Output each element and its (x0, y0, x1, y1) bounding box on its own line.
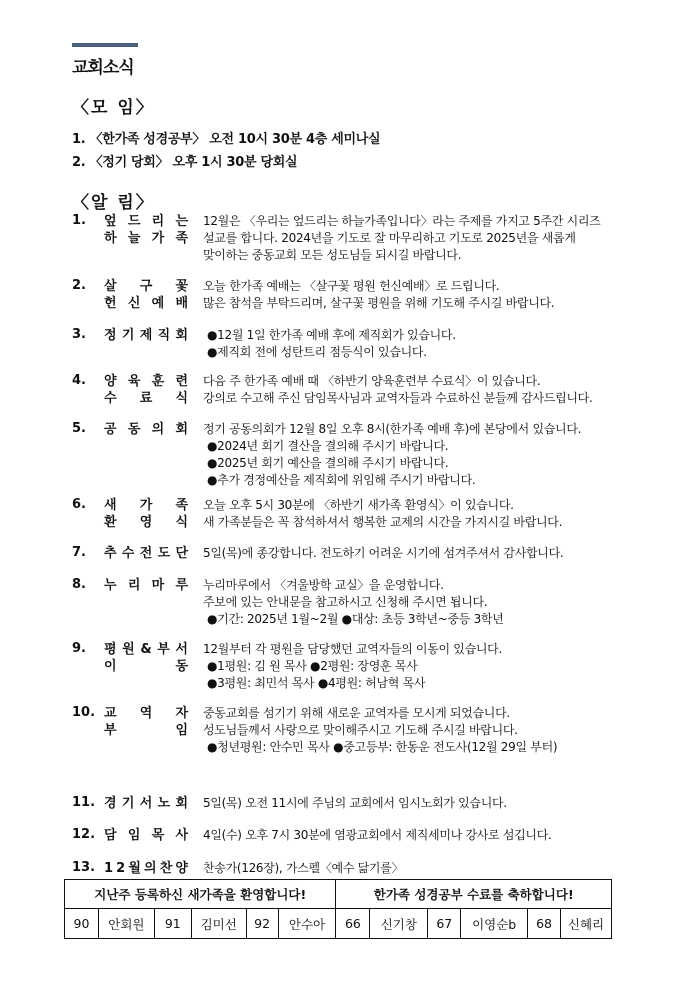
notice-number: 11. (72, 795, 96, 810)
notice-title-line: 추 수 전 도 단 (104, 546, 188, 561)
notice-title (104, 641, 188, 675)
notice-line: 5일(목) 오전 11시에 주님의 교회에서 임시노회가 있습니다. (203, 796, 507, 810)
notice-title (104, 327, 188, 344)
notice-line: 오늘 한가족 예배는 〈살구꽃 평원 헌신예배〉로 드립니다. (203, 279, 500, 293)
notice-title (104, 860, 188, 877)
notice-line: 많은 참석을 부탁드리며, 살구꽃 평원을 위해 기도해 주시길 바랍니다. (203, 296, 555, 310)
notice-body (203, 545, 633, 562)
notice-line: ●2024년 회기 결산을 결의해 주시기 바랍니다. (207, 439, 449, 453)
notice-line: ●12월 1일 한가족 예배 후에 제직회가 있습니다. (207, 328, 456, 342)
notice-line: 찬송가(126장), 가스펠〈예수 닮기를〉 (203, 861, 404, 875)
notice-title-line: 교 역 자 (104, 706, 188, 721)
notice-line: 중동교회를 섬기기 위해 새로운 교역자를 모시게 되었습니다. (203, 706, 510, 720)
notice-number: 1. (72, 213, 86, 228)
table-cell: 안수아 (278, 909, 336, 939)
notice-number: 4. (72, 373, 86, 388)
notice-title-line: 담 임 목 사 (104, 828, 188, 843)
notice-title-line: 수 료 식 (104, 391, 188, 406)
notice-title (104, 497, 188, 531)
graduation-header: 한가족 성경공부 수료를 축하합니다! (336, 880, 612, 909)
notice-body (203, 705, 633, 756)
notice-title (104, 421, 188, 438)
notice-title-line: 평 원 & 부 서 (104, 642, 188, 657)
table-cell: 안회원 (98, 909, 154, 939)
notice-line: ●2025년 회기 예산을 결의해 주시기 바랍니다. (207, 456, 449, 470)
notice-body (203, 373, 633, 407)
notice-title-line: 누 리 마 루 (104, 578, 188, 593)
notice-title-line: 살 구 꽃 (104, 279, 188, 294)
notice-line: ●기간: 2025년 1월~2월 ●대상: 초등 3학년~중등 3학년 (207, 612, 504, 626)
notice-line: ●제직회 전에 성탄트리 점등식이 있습니다. (207, 345, 427, 359)
notice-line: ●청년평원: 안수민 목사 ●중고등부: 한동운 전도사(12월 29일 부터) (207, 740, 558, 754)
page-title: 교회소식 (72, 58, 134, 78)
notice-line: 맞이하는 중동교회 모든 성도님들 되시길 바랍니다. (203, 248, 462, 262)
notice-title (104, 373, 188, 407)
notice-line: ●3평원: 최민석 목사 ●4평원: 허남혁 목사 (207, 676, 426, 690)
table-cell: 66 (336, 909, 370, 939)
notice-number: 10. (72, 705, 96, 720)
meeting-item: 1. 〈한가족 성경공부〉 오전 10시 30분 4층 세미나실 (72, 132, 381, 147)
notice-title (104, 278, 188, 312)
table-cell: 92 (246, 909, 278, 939)
notice-line: 누리마루에서 〈겨울방학 교실〉을 운영합니다. (203, 578, 444, 592)
notice-title-line: 정 기 제 직 회 (104, 328, 188, 343)
notice-body (203, 421, 633, 489)
table-cell: 신기창 (370, 909, 428, 939)
notice-body (203, 213, 633, 264)
notice-number: 5. (72, 421, 86, 436)
notice-number: 6. (72, 497, 86, 512)
notice-line: 설교를 합니다. 2024년을 기도로 잘 마무리하고 기도로 2025년을 새롭게 (203, 231, 576, 245)
notice-number: 9. (72, 641, 86, 656)
notice-title-line: 1 2 월 의 찬 양 (104, 861, 188, 876)
notice-title-line: 공 동 의 회 (104, 422, 188, 437)
table-cell: 67 (428, 909, 461, 939)
notice-line: 5일(목)에 종강합니다. 전도하기 어려운 시기에 섬겨주셔서 감사합니다. (203, 546, 564, 560)
header-accent-bar (72, 43, 138, 47)
notice-line: ●1평원: 김 원 목사 ●2평원: 장영훈 목사 (207, 659, 418, 673)
notice-body (203, 860, 633, 877)
notice-title (104, 827, 188, 844)
notice-title-line: 엎 드 리 는 (104, 214, 188, 229)
notice-title-line: 부 임 (104, 723, 188, 738)
welcome-table (64, 879, 612, 939)
notice-body (203, 827, 633, 844)
notice-body (203, 278, 633, 312)
notice-title-line: 이 동 (104, 659, 188, 674)
meeting-heading: 〈모 임〉 (72, 98, 155, 118)
notice-body (203, 327, 633, 361)
notice-line: 오늘 오후 5시 30분에 〈하반기 새가족 환영식〉이 있습니다. (203, 498, 514, 512)
notice-line: 새 가족분들은 꼭 참석하셔서 행복한 교제의 시간을 가지시길 바랍니다. (203, 515, 563, 529)
notice-body (203, 497, 633, 531)
table-cell: 91 (154, 909, 191, 939)
notice-title (104, 545, 188, 562)
notice-line: 4일(수) 오후 7시 30분에 염광교회에서 제직세미나 강사로 섬깁니다. (203, 828, 552, 842)
notice-title (104, 213, 188, 247)
notice-title-line: 새 가 족 (104, 498, 188, 513)
table-cell: 68 (528, 909, 561, 939)
notice-title (104, 705, 188, 739)
notice-body (203, 641, 633, 692)
notice-title-line: 경 기 서 노 회 (104, 796, 188, 811)
new-family-header: 지난주 등록하신 새가족을 환영합니다! (65, 880, 336, 909)
notice-line: 강의로 수고해 주신 담임목사님과 교역자들과 수료하신 분들께 감사드립니다. (203, 391, 593, 405)
notice-title-line: 하 늘 가 족 (104, 231, 188, 246)
notice-title (104, 795, 188, 812)
notice-number: 3. (72, 327, 86, 342)
notices-heading: 〈알 림〉 (72, 193, 155, 213)
notice-line: 주보에 있는 안내문을 참고하시고 신청해 주시면 됩니다. (203, 595, 488, 609)
notice-line: 12월은 〈우리는 엎드리는 하늘가족입니다〉라는 주제를 가지고 5주간 시리즈 (203, 214, 601, 228)
table-cell: 신혜리 (561, 909, 612, 939)
meeting-item: 2. 〈정기 당회〉 오후 1시 30분 당회실 (72, 155, 298, 170)
table-cell: 이영순b (461, 909, 528, 939)
table-cell: 김미선 (191, 909, 246, 939)
notice-line: 정기 공동의회가 12월 8일 오후 8시(한가족 예배 후)에 본당에서 있습니다. (203, 422, 582, 436)
notice-body (203, 577, 633, 628)
notice-number: 7. (72, 545, 86, 560)
notice-number: 8. (72, 577, 86, 592)
notice-title-line: 헌 신 예 배 (104, 296, 188, 311)
notice-line: 성도님들께서 사랑으로 맞이해주시고 기도해 주시길 바랍니다. (203, 723, 518, 737)
notice-title (104, 577, 188, 594)
notice-title-line: 양 육 훈 련 (104, 374, 188, 389)
notice-number: 12. (72, 827, 96, 842)
notice-line: 다음 주 한가족 예배 때 〈하반기 양육훈련부 수료식〉이 있습니다. (203, 374, 541, 388)
notice-body (203, 795, 633, 812)
notice-number: 13. (72, 860, 96, 875)
table-cell: 90 (65, 909, 99, 939)
notice-title-line: 환 영 식 (104, 515, 188, 530)
notice-line: ●추가 경정예산을 제직회에 위임해 주시기 바랍니다. (207, 473, 476, 487)
notice-line: 12월부터 각 평원을 담당했던 교역자들의 이동이 있습니다. (203, 642, 502, 656)
notice-number: 2. (72, 278, 86, 293)
